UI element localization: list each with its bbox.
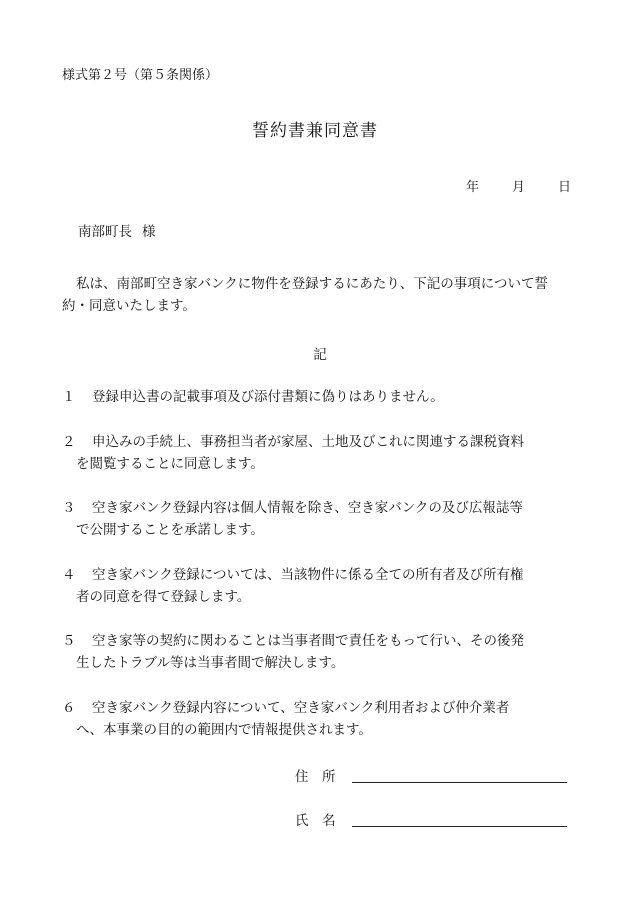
address-field-line[interactable] xyxy=(352,782,567,783)
list-item xyxy=(62,386,532,408)
address-label: 住 所 xyxy=(295,769,336,785)
ki-heading: 記 xyxy=(313,347,327,363)
item-number: ２ xyxy=(62,434,76,450)
item-number: １ xyxy=(62,389,76,405)
item-text: 空き家バンク登録内容について、空き家バンク利用者および仲介業者へ、本事業の目的の範囲内で情報提供されます。 xyxy=(76,700,510,738)
list-item xyxy=(62,630,532,674)
list-item xyxy=(62,431,532,475)
item-number: ６ xyxy=(62,700,76,716)
item-text: 申込みの手続上、事務担当者が家屋、土地及びこれに関連する課税資料を閲覧することに同意します。 xyxy=(76,434,524,472)
item-number: ５ xyxy=(62,633,76,649)
name-field-line[interactable] xyxy=(352,826,567,827)
date-day-label: 日 xyxy=(558,180,572,195)
date-line xyxy=(466,176,571,195)
document-title: 誓約書兼同意書 xyxy=(252,121,378,141)
addressee xyxy=(78,220,156,240)
name-label: 氏 名 xyxy=(295,813,336,829)
item-text: 登録申込書の記載事項及び添付書類に偽りはありません。 xyxy=(92,389,444,405)
form-number: 様式第２号（第５条関係） xyxy=(62,68,219,83)
list-item xyxy=(62,697,532,741)
list-item xyxy=(62,497,532,541)
item-text: 空き家等の契約に関わることは当事者間で責任をもって行い、その後発生したトラブル等は当事者間で解決します。 xyxy=(76,633,524,671)
item-number: ３ xyxy=(62,500,76,516)
item-text: 空き家バンク登録については、当該物件に係る全ての所有者及び所有権者の同意を得て登録します。 xyxy=(76,567,524,605)
date-year-label: 年 xyxy=(466,180,480,195)
addressee-name: 南部町長 xyxy=(78,224,132,240)
list-item xyxy=(62,564,532,608)
item-text: 空き家バンク登録内容は個人情報を除き、空き家バンクの及び広報誌等で公開することを承諾します。 xyxy=(76,500,523,538)
addressee-honorific: 様 xyxy=(142,224,156,240)
date-month-label: 月 xyxy=(512,180,526,195)
item-number: ４ xyxy=(62,567,76,583)
intro-paragraph: 私は、南部町空き家バンクに物件を登録するにあたり、下記の事項について誓約・同意いたします。 xyxy=(62,276,548,314)
